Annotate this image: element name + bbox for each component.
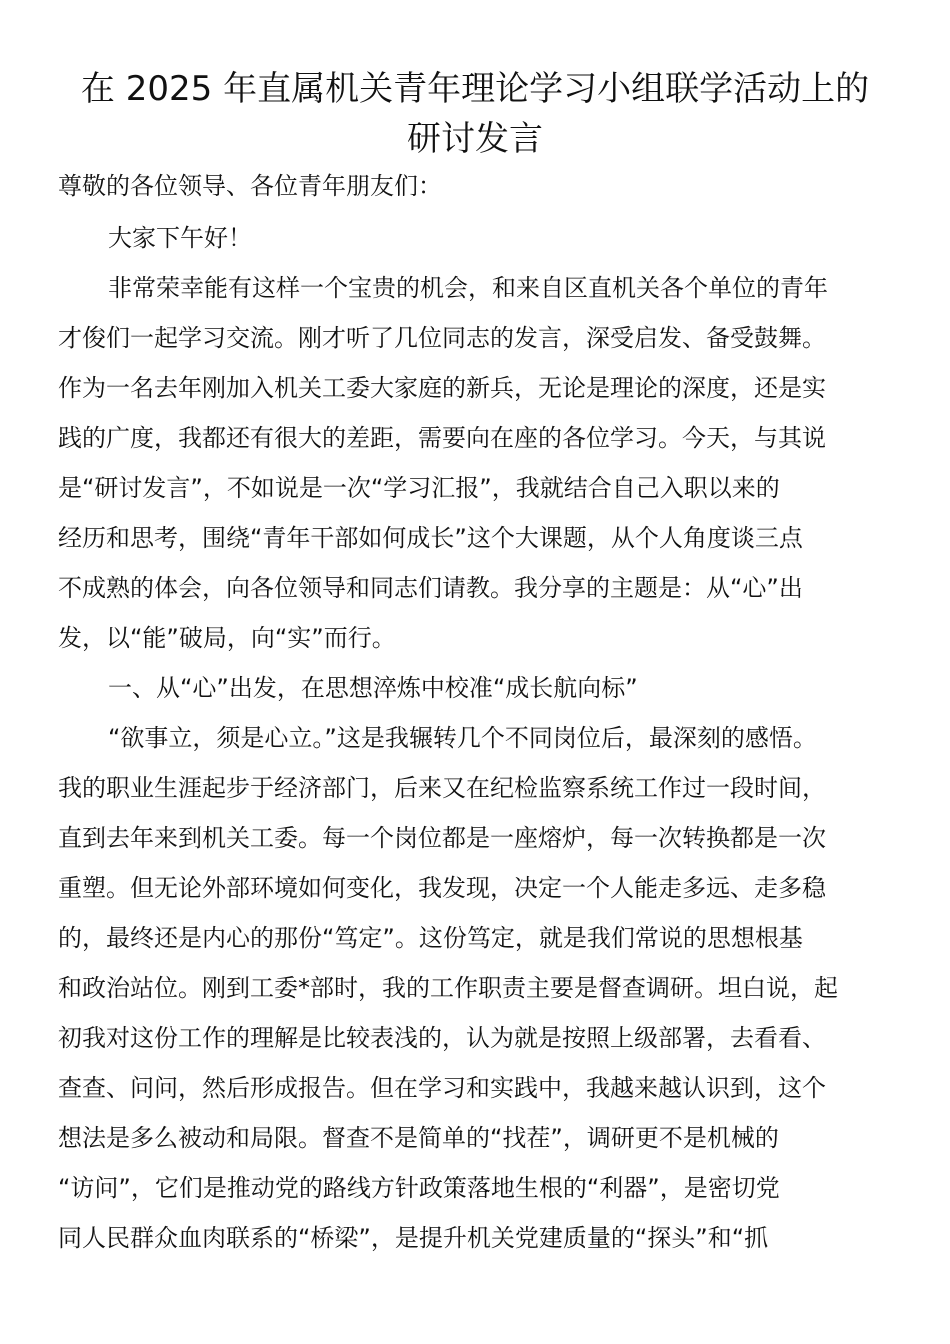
body-line: 发，以“能”破局，向“实”而行。: [58, 624, 396, 652]
body-line: 经历和思考，围绕“青年干部如何成长”这个大课题，从个人角度谈三点: [58, 524, 803, 552]
body-line: 践的广度，我都还有很大的差距，需要向在座的各位学习。今天，与其说: [58, 424, 826, 452]
section-heading: 一、从“心”出发，在思想淬炼中校准“成长航向标”: [108, 674, 638, 702]
greeting: 大家下午好！: [108, 224, 252, 252]
body-line: 和政治站位。刚到工委*部时，我的工作职责主要是督查调研。坦白说，起: [58, 974, 838, 1002]
body-line: “欲事立，须是心立。”这是我辗转几个不同岗位后，最深刻的感悟。: [108, 724, 817, 752]
body-line: 才俊们一起学习交流。刚才听了几位同志的发言，深受启发、备受鼓舞。: [58, 324, 826, 352]
document-title-line-1: 在 2025 年直属机关青年理论学习小组联学活动上的: [80, 69, 870, 109]
body-line: 想法是多么被动和局限。督查不是简单的“找茬”，调研更不是机械的: [58, 1124, 779, 1152]
body-line: 重塑。但无论外部环境如何变化，我发现，决定一个人能走多远、走多稳: [58, 874, 826, 902]
body-line: 查查、问问，然后形成报告。但在学习和实践中，我越来越认识到，这个: [58, 1074, 826, 1102]
body-line: 同人民群众血肉联系的“桥梁”，是提升机关党建质量的“探头”和“抓: [58, 1224, 769, 1252]
body-line: 我的职业生涯起步于经济部门，后来又在纪检监察系统工作过一段时间，: [58, 774, 826, 802]
body-line: 是“研讨发言”，不如说是一次“学习汇报”，我就结合自己入职以来的: [58, 474, 780, 502]
document-title-line-2: 研讨发言: [407, 119, 543, 159]
salutation: 尊敬的各位领导、各位青年朋友们：: [58, 172, 442, 200]
body-line: 直到去年来到机关工委。每一个岗位都是一座熔炉，每一次转换都是一次: [58, 824, 826, 852]
body-line: 的，最终还是内心的那份“笃定”。这份笃定，就是我们常说的思想根基: [58, 924, 803, 952]
body-line: 不成熟的体会，向各位领导和同志们请教。我分享的主题是：从“心”出: [58, 574, 803, 602]
body-line: 初我对这份工作的理解是比较表浅的，认为就是按照上级部署，去看看、: [58, 1024, 826, 1052]
body-line: 作为一名去年刚加入机关工委大家庭的新兵，无论是理论的深度，还是实: [58, 374, 826, 402]
body-line: “访问”，它们是推动党的路线方针政策落地生根的“利器”，是密切党: [58, 1174, 780, 1202]
body-line: 非常荣幸能有这样一个宝贵的机会，和来自区直机关各个单位的青年: [108, 274, 828, 302]
